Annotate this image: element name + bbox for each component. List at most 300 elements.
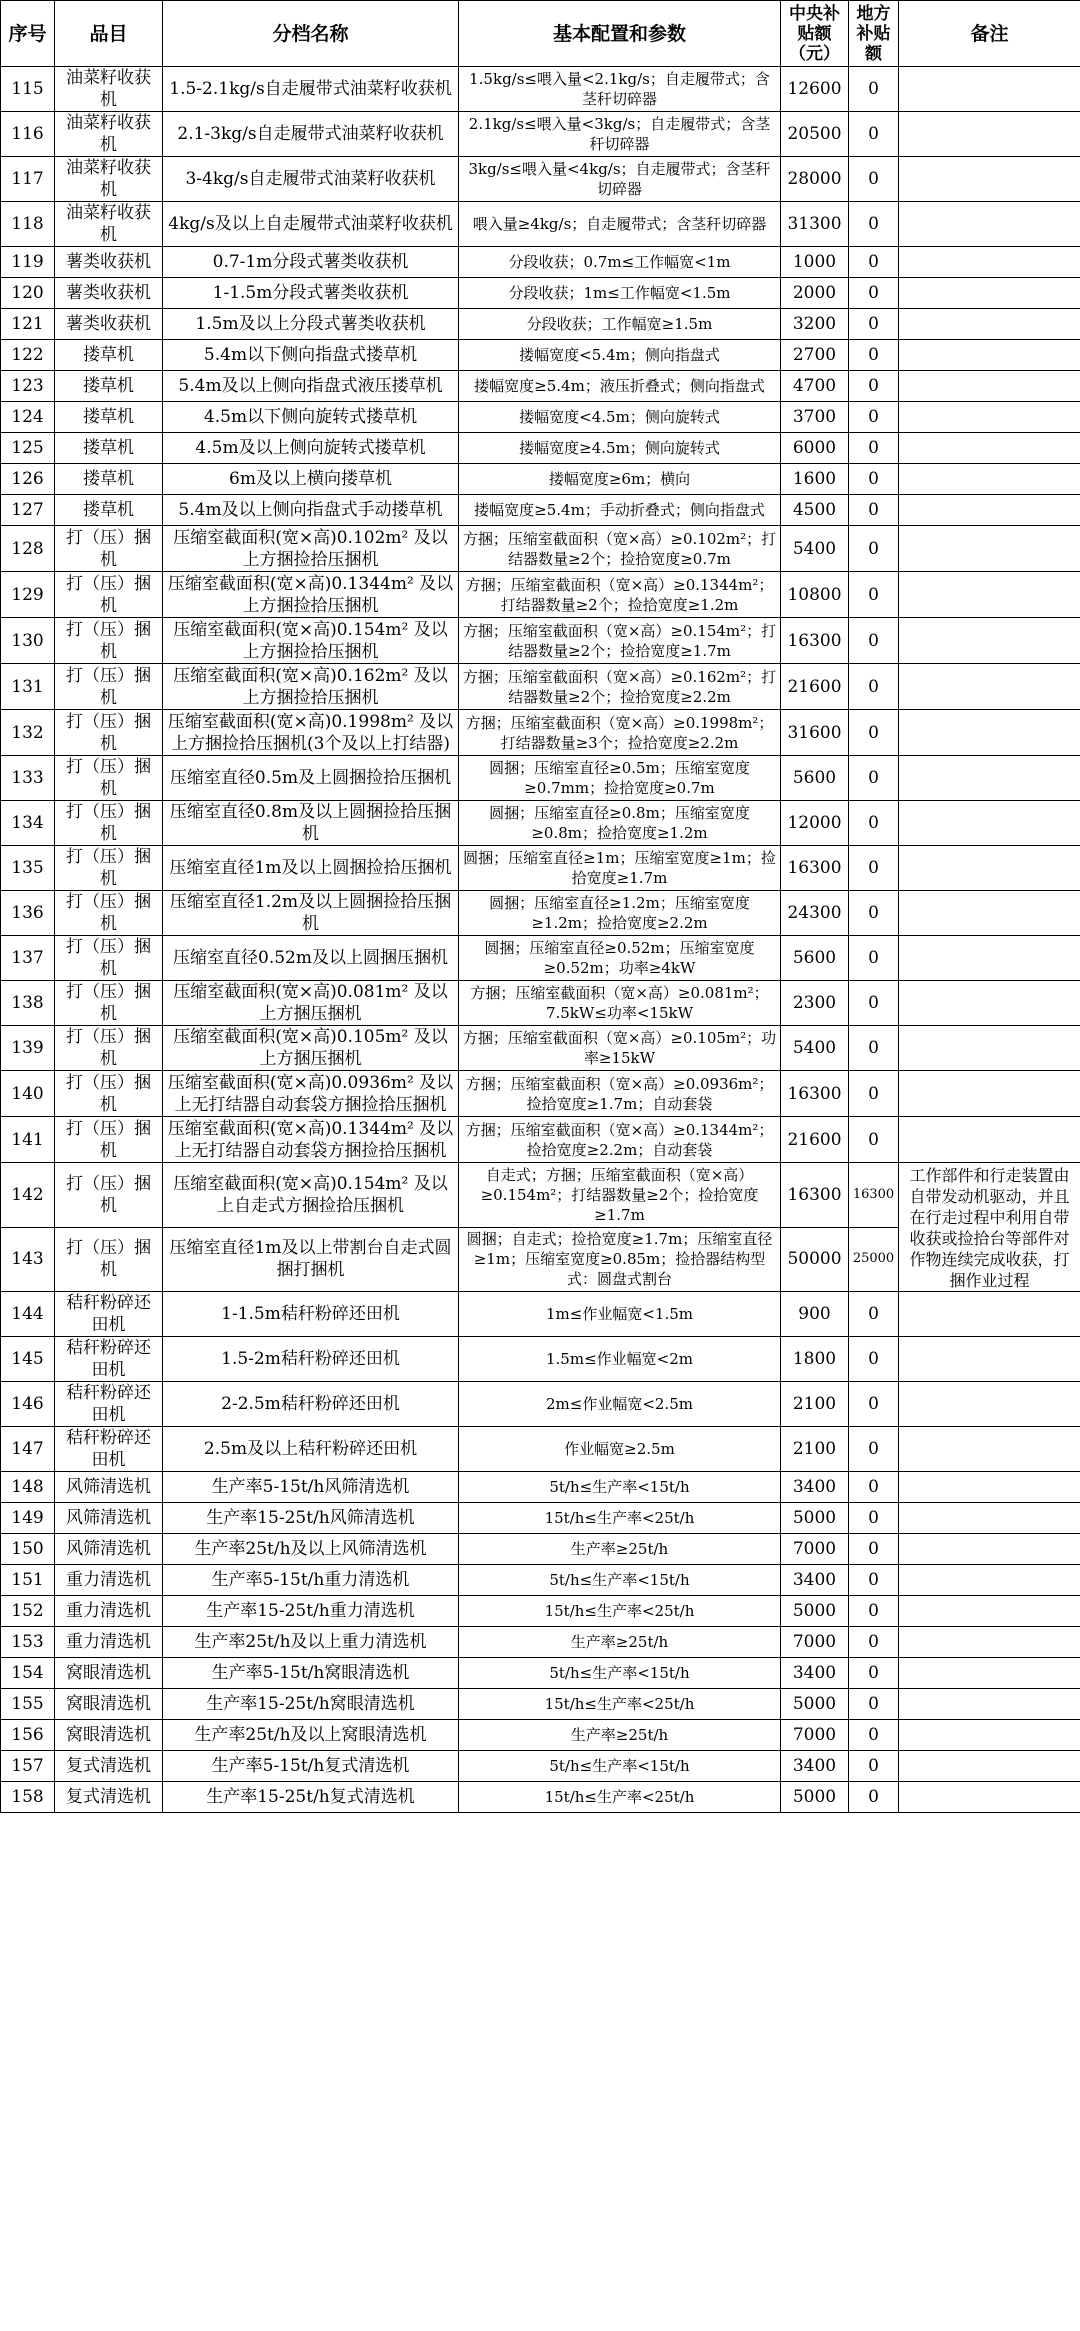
row-remark xyxy=(899,1503,1080,1534)
row-central-subsidy: 50000 xyxy=(781,1227,849,1292)
row-central-subsidy: 31600 xyxy=(781,710,849,756)
row-tier: 4kg/s及以上自走履带式油菜籽收获机 xyxy=(163,202,459,247)
row-item: 打（压）捆机 xyxy=(55,1227,163,1292)
row-central-subsidy: 6000 xyxy=(781,433,849,464)
row-no: 125 xyxy=(1,433,55,464)
row-tier: 生产率5-15t/h风筛清选机 xyxy=(163,1472,459,1503)
row-config: 1.5kg/s≤喂入量<2.1kg/s；自走履带式；含茎秆切碎器 xyxy=(459,67,781,112)
row-local-subsidy: 0 xyxy=(849,891,899,936)
row-item: 复式清选机 xyxy=(55,1782,163,1813)
row-central-subsidy: 21600 xyxy=(781,664,849,710)
row-remark xyxy=(899,112,1080,157)
table-row xyxy=(1,936,1080,981)
row-item: 打（压）捆机 xyxy=(55,1117,163,1163)
row-tier: 2-2.5m秸秆粉碎还田机 xyxy=(163,1382,459,1427)
row-local-subsidy: 0 xyxy=(849,618,899,664)
row-local-subsidy: 0 xyxy=(849,526,899,572)
row-local-subsidy: 0 xyxy=(849,1782,899,1813)
row-tier: 5.4m以下侧向指盘式搂草机 xyxy=(163,340,459,371)
row-remark xyxy=(899,801,1080,846)
table-row xyxy=(1,572,1080,618)
row-no: 145 xyxy=(1,1337,55,1382)
row-item: 打（压）捆机 xyxy=(55,618,163,664)
row-remark xyxy=(899,1117,1080,1163)
header-tier: 分档名称 xyxy=(163,1,459,67)
row-tier: 生产率15-25t/h重力清选机 xyxy=(163,1596,459,1627)
row-item: 搂草机 xyxy=(55,340,163,371)
table-row xyxy=(1,1627,1080,1658)
row-tier: 1-1.5m秸秆粉碎还田机 xyxy=(163,1292,459,1337)
row-remark xyxy=(899,202,1080,247)
row-central-subsidy: 5600 xyxy=(781,936,849,981)
row-item: 油菜籽收获机 xyxy=(55,112,163,157)
row-central-subsidy: 1800 xyxy=(781,1337,849,1382)
row-remark xyxy=(899,1337,1080,1382)
table-row xyxy=(1,1337,1080,1382)
row-local-subsidy: 0 xyxy=(849,247,899,278)
row-no: 121 xyxy=(1,309,55,340)
row-config: 15t/h≤生产率<25t/h xyxy=(459,1596,781,1627)
row-item: 打（压）捆机 xyxy=(55,756,163,801)
row-item: 打（压）捆机 xyxy=(55,710,163,756)
table-row xyxy=(1,340,1080,371)
row-no: 134 xyxy=(1,801,55,846)
row-config: 搂幅宽度≥4.5m；侧向旋转式 xyxy=(459,433,781,464)
header-item: 品目 xyxy=(55,1,163,67)
row-no: 139 xyxy=(1,1026,55,1071)
row-config: 分段收获；工作幅宽≥1.5m xyxy=(459,309,781,340)
row-remark xyxy=(899,846,1080,891)
row-remark xyxy=(899,1534,1080,1565)
row-tier: 1-1.5m分段式薯类收获机 xyxy=(163,278,459,309)
row-local-subsidy: 0 xyxy=(849,1337,899,1382)
row-no: 158 xyxy=(1,1782,55,1813)
row-remark xyxy=(899,1292,1080,1337)
row-remark xyxy=(899,526,1080,572)
row-local-subsidy: 0 xyxy=(849,112,899,157)
row-no: 146 xyxy=(1,1382,55,1427)
row-tier: 压缩室截面积(宽×高)0.081m² 及以上方捆压捆机 xyxy=(163,981,459,1026)
row-central-subsidy: 5000 xyxy=(781,1596,849,1627)
row-no: 138 xyxy=(1,981,55,1026)
row-no: 148 xyxy=(1,1472,55,1503)
row-central-subsidy: 28000 xyxy=(781,157,849,202)
row-no: 126 xyxy=(1,464,55,495)
table-row xyxy=(1,664,1080,710)
row-no: 124 xyxy=(1,402,55,433)
row-tier: 5.4m及以上侧向指盘式液压搂草机 xyxy=(163,371,459,402)
row-local-subsidy: 0 xyxy=(849,495,899,526)
row-no: 157 xyxy=(1,1751,55,1782)
row-remark xyxy=(899,433,1080,464)
row-tier: 0.7-1m分段式薯类收获机 xyxy=(163,247,459,278)
row-tier: 压缩室截面积(宽×高)0.102m² 及以上方捆捡拾压捆机 xyxy=(163,526,459,572)
row-tier: 1.5-2m秸秆粉碎还田机 xyxy=(163,1337,459,1382)
row-tier: 压缩室截面积(宽×高)0.154m² 及以上方捆捡拾压捆机 xyxy=(163,618,459,664)
row-item: 打（压）捆机 xyxy=(55,846,163,891)
row-local-subsidy: 16300 xyxy=(849,1163,899,1228)
table-row xyxy=(1,402,1080,433)
row-item: 打（压）捆机 xyxy=(55,1071,163,1117)
row-tier: 压缩室直径1m及以上带割台自走式圆捆打捆机 xyxy=(163,1227,459,1292)
row-config: 1.5m≤作业幅宽<2m xyxy=(459,1337,781,1382)
row-no: 123 xyxy=(1,371,55,402)
row-config: 分段收获；1m≤工作幅宽<1.5m xyxy=(459,278,781,309)
row-central-subsidy: 16300 xyxy=(781,1071,849,1117)
row-remark xyxy=(899,572,1080,618)
row-central-subsidy: 7000 xyxy=(781,1534,849,1565)
row-tier: 生产率15-25t/h复式清选机 xyxy=(163,1782,459,1813)
row-no: 127 xyxy=(1,495,55,526)
row-config: 1m≤作业幅宽<1.5m xyxy=(459,1292,781,1337)
row-local-subsidy: 0 xyxy=(849,572,899,618)
table-row xyxy=(1,846,1080,891)
header-row xyxy=(1,1,1080,67)
row-item: 秸秆粉碎还田机 xyxy=(55,1292,163,1337)
table-row xyxy=(1,247,1080,278)
row-config: 圆捆；压缩室直径≥0.8m；压缩室宽度≥0.8m；捡拾宽度≥1.2m xyxy=(459,801,781,846)
row-no: 155 xyxy=(1,1689,55,1720)
row-no: 115 xyxy=(1,67,55,112)
row-central-subsidy: 16300 xyxy=(781,618,849,664)
row-local-subsidy: 25000 xyxy=(849,1227,899,1292)
row-central-subsidy: 12600 xyxy=(781,67,849,112)
row-no: 118 xyxy=(1,202,55,247)
row-item: 打（压）捆机 xyxy=(55,936,163,981)
row-remark xyxy=(899,891,1080,936)
row-local-subsidy: 0 xyxy=(849,936,899,981)
row-central-subsidy: 2300 xyxy=(781,981,849,1026)
row-item: 风筛清选机 xyxy=(55,1472,163,1503)
row-config: 2.1kg/s≤喂入量<3kg/s；自走履带式；含茎秆切碎器 xyxy=(459,112,781,157)
row-item: 油菜籽收获机 xyxy=(55,202,163,247)
row-tier: 压缩室直径0.52m及以上圆捆压捆机 xyxy=(163,936,459,981)
row-config: 5t/h≤生产率<15t/h xyxy=(459,1658,781,1689)
table-row xyxy=(1,1071,1080,1117)
table-row xyxy=(1,801,1080,846)
row-central-subsidy: 4700 xyxy=(781,371,849,402)
row-item: 秸秆粉碎还田机 xyxy=(55,1382,163,1427)
row-local-subsidy: 0 xyxy=(849,756,899,801)
row-config: 分段收获；0.7m≤工作幅宽<1m xyxy=(459,247,781,278)
row-tier: 压缩室截面积(宽×高)0.1344m² 及以上无打结器自动套袋方捆捡拾压捆机 xyxy=(163,1117,459,1163)
table-row xyxy=(1,710,1080,756)
row-config: 2m≤作业幅宽<2.5m xyxy=(459,1382,781,1427)
row-local-subsidy: 0 xyxy=(849,371,899,402)
row-config: 圆捆；自走式；捡拾宽度≥1.7m；压缩室直径≥1m；压缩室宽度≥0.85m；捡拾器结构型式：圆盘式割台 xyxy=(459,1227,781,1292)
row-config: 圆捆；压缩室直径≥1m；压缩室宽度≥1m；捡拾宽度≥1.7m xyxy=(459,846,781,891)
row-item: 打（压）捆机 xyxy=(55,891,163,936)
row-local-subsidy: 0 xyxy=(849,202,899,247)
row-central-subsidy: 3400 xyxy=(781,1472,849,1503)
table-row xyxy=(1,1292,1080,1337)
row-config: 3kg/s≤喂入量<4kg/s；自走履带式；含茎秆切碎器 xyxy=(459,157,781,202)
table-row xyxy=(1,157,1080,202)
row-tier: 压缩室截面积(宽×高)0.1998m² 及以上方捆捡拾压捆机(3个及以上打结器) xyxy=(163,710,459,756)
row-local-subsidy: 0 xyxy=(849,1071,899,1117)
row-central-subsidy: 21600 xyxy=(781,1117,849,1163)
table-row xyxy=(1,1026,1080,1071)
row-tier: 压缩室直径0.5m及上圆捆捡拾压捆机 xyxy=(163,756,459,801)
row-config: 圆捆；压缩室直径≥0.5m；压缩室宽度≥0.7mm；捡拾宽度≥0.7m xyxy=(459,756,781,801)
row-no: 128 xyxy=(1,526,55,572)
row-remark xyxy=(899,936,1080,981)
row-item: 打（压）捆机 xyxy=(55,981,163,1026)
row-central-subsidy: 3200 xyxy=(781,309,849,340)
row-remark xyxy=(899,664,1080,710)
row-central-subsidy: 1600 xyxy=(781,464,849,495)
row-remark xyxy=(899,1596,1080,1627)
table-row xyxy=(1,112,1080,157)
row-item: 重力清选机 xyxy=(55,1596,163,1627)
row-remark xyxy=(899,278,1080,309)
row-config: 圆捆；压缩室直径≥0.52m；压缩室宽度≥0.52m；功率≥4kW xyxy=(459,936,781,981)
row-item: 薯类收获机 xyxy=(55,247,163,278)
row-central-subsidy: 2100 xyxy=(781,1382,849,1427)
row-no: 151 xyxy=(1,1565,55,1596)
row-config: 生产率≥25t/h xyxy=(459,1720,781,1751)
row-tier: 生产率15-25t/h风筛清选机 xyxy=(163,1503,459,1534)
row-config: 方捆；压缩室截面积（宽×高）≥0.1998m²；打结器数量≥3个；捡拾宽度≥2.2m xyxy=(459,710,781,756)
row-central-subsidy: 3700 xyxy=(781,402,849,433)
row-config: 搂幅宽度≥5.4m；手动折叠式；侧向指盘式 xyxy=(459,495,781,526)
table-row xyxy=(1,1658,1080,1689)
row-local-subsidy: 0 xyxy=(849,464,899,495)
row-remark xyxy=(899,1782,1080,1813)
table-row xyxy=(1,1117,1080,1163)
row-config: 方捆；压缩室截面积（宽×高）≥0.1344m²；捡拾宽度≥2.2m；自动套袋 xyxy=(459,1117,781,1163)
row-tier: 4.5m及以上侧向旋转式搂草机 xyxy=(163,433,459,464)
row-central-subsidy: 900 xyxy=(781,1292,849,1337)
row-remark xyxy=(899,710,1080,756)
table-row xyxy=(1,1534,1080,1565)
row-central-subsidy: 16300 xyxy=(781,1163,849,1228)
row-item: 搂草机 xyxy=(55,464,163,495)
table-row xyxy=(1,1427,1080,1472)
row-central-subsidy: 16300 xyxy=(781,846,849,891)
row-no: 153 xyxy=(1,1627,55,1658)
row-item: 窝眼清选机 xyxy=(55,1689,163,1720)
row-tier: 压缩室截面积(宽×高)0.0936m² 及以上无打结器自动套袋方捆捡拾压捆机 xyxy=(163,1071,459,1117)
row-no: 119 xyxy=(1,247,55,278)
row-item: 搂草机 xyxy=(55,402,163,433)
row-remark xyxy=(899,1689,1080,1720)
row-config: 15t/h≤生产率<25t/h xyxy=(459,1503,781,1534)
row-item: 窝眼清选机 xyxy=(55,1720,163,1751)
row-no: 136 xyxy=(1,891,55,936)
row-item: 秸秆粉碎还田机 xyxy=(55,1427,163,1472)
row-item: 打（压）捆机 xyxy=(55,801,163,846)
row-item: 搂草机 xyxy=(55,433,163,464)
row-item: 秸秆粉碎还田机 xyxy=(55,1337,163,1382)
row-no: 150 xyxy=(1,1534,55,1565)
row-no: 140 xyxy=(1,1071,55,1117)
row-central-subsidy: 31300 xyxy=(781,202,849,247)
row-config: 搂幅宽度≥5.4m；液压折叠式；侧向指盘式 xyxy=(459,371,781,402)
row-central-subsidy: 2100 xyxy=(781,1427,849,1472)
row-remark xyxy=(899,1751,1080,1782)
row-item: 搂草机 xyxy=(55,371,163,402)
row-no: 156 xyxy=(1,1720,55,1751)
table-row xyxy=(1,67,1080,112)
row-no: 132 xyxy=(1,710,55,756)
row-central-subsidy: 20500 xyxy=(781,112,849,157)
row-remark xyxy=(899,464,1080,495)
table-row xyxy=(1,495,1080,526)
row-local-subsidy: 0 xyxy=(849,1596,899,1627)
row-remark xyxy=(899,157,1080,202)
row-central-subsidy: 5600 xyxy=(781,756,849,801)
table-row xyxy=(1,1382,1080,1427)
row-no: 137 xyxy=(1,936,55,981)
row-tier: 压缩室直径1m及以上圆捆捡拾压捆机 xyxy=(163,846,459,891)
row-local-subsidy: 0 xyxy=(849,1382,899,1427)
row-remark: 工作部件和行走装置由自带发动机驱动，并且在行走过程中利用自带收获或捡拾台等部件对作物连续完成收获，打捆作业过程 xyxy=(899,1163,1080,1292)
row-central-subsidy: 24300 xyxy=(781,891,849,936)
row-local-subsidy: 0 xyxy=(849,1565,899,1596)
row-tier: 压缩室截面积(宽×高)0.105m² 及以上方捆压捆机 xyxy=(163,1026,459,1071)
table-row xyxy=(1,464,1080,495)
row-tier: 生产率5-15t/h重力清选机 xyxy=(163,1565,459,1596)
row-item: 重力清选机 xyxy=(55,1565,163,1596)
row-config: 自走式；方捆；压缩室截面积（宽×高）≥0.154m²；打结器数量≥2个；捡拾宽度≥1.7m xyxy=(459,1163,781,1228)
row-local-subsidy: 0 xyxy=(849,710,899,756)
row-tier: 生产率25t/h及以上风筛清选机 xyxy=(163,1534,459,1565)
row-tier: 6m及以上横向搂草机 xyxy=(163,464,459,495)
row-config: 15t/h≤生产率<25t/h xyxy=(459,1782,781,1813)
row-no: 154 xyxy=(1,1658,55,1689)
header-local-subsidy: 地方补贴额 xyxy=(849,1,899,67)
row-tier: 生产率5-15t/h复式清选机 xyxy=(163,1751,459,1782)
row-item: 油菜籽收获机 xyxy=(55,157,163,202)
row-central-subsidy: 3400 xyxy=(781,1751,849,1782)
row-remark xyxy=(899,495,1080,526)
row-central-subsidy: 5400 xyxy=(781,1026,849,1071)
row-local-subsidy: 0 xyxy=(849,433,899,464)
row-item: 风筛清选机 xyxy=(55,1534,163,1565)
row-remark xyxy=(899,756,1080,801)
row-config: 作业幅宽≥2.5m xyxy=(459,1427,781,1472)
row-config: 5t/h≤生产率<15t/h xyxy=(459,1472,781,1503)
row-local-subsidy: 0 xyxy=(849,1503,899,1534)
row-local-subsidy: 0 xyxy=(849,402,899,433)
row-config: 方捆；压缩室截面积（宽×高）≥0.0936m²；捡拾宽度≥1.7m；自动套袋 xyxy=(459,1071,781,1117)
row-tier: 4.5m以下侧向旋转式搂草机 xyxy=(163,402,459,433)
row-config: 生产率≥25t/h xyxy=(459,1534,781,1565)
table-row xyxy=(1,756,1080,801)
row-tier: 2.5m及以上秸秆粉碎还田机 xyxy=(163,1427,459,1472)
row-config: 搂幅宽度<5.4m；侧向指盘式 xyxy=(459,340,781,371)
row-tier: 1.5-2.1kg/s自走履带式油菜籽收获机 xyxy=(163,67,459,112)
row-central-subsidy: 2700 xyxy=(781,340,849,371)
table-row xyxy=(1,1689,1080,1720)
row-item: 薯类收获机 xyxy=(55,278,163,309)
table-row xyxy=(1,309,1080,340)
row-central-subsidy: 1000 xyxy=(781,247,849,278)
row-central-subsidy: 5000 xyxy=(781,1689,849,1720)
header-no: 序号 xyxy=(1,1,55,67)
table-row xyxy=(1,371,1080,402)
row-central-subsidy: 3400 xyxy=(781,1565,849,1596)
row-local-subsidy: 0 xyxy=(849,1026,899,1071)
row-tier: 压缩室直径1.2m及以上圆捆捡拾压捆机 xyxy=(163,891,459,936)
row-local-subsidy: 0 xyxy=(849,846,899,891)
row-config: 方捆；压缩室截面积（宽×高）≥0.105m²；功率≥15kW xyxy=(459,1026,781,1071)
row-config: 15t/h≤生产率<25t/h xyxy=(459,1689,781,1720)
row-config: 方捆；压缩室截面积（宽×高）≥0.1344m²；打结器数量≥2个；捡拾宽度≥1.2m xyxy=(459,572,781,618)
table-row xyxy=(1,433,1080,464)
row-item: 重力清选机 xyxy=(55,1627,163,1658)
row-local-subsidy: 0 xyxy=(849,340,899,371)
row-no: 144 xyxy=(1,1292,55,1337)
table-body xyxy=(1,67,1080,1813)
row-item: 风筛清选机 xyxy=(55,1503,163,1534)
table-row xyxy=(1,1503,1080,1534)
row-item: 打（压）捆机 xyxy=(55,664,163,710)
row-config: 方捆；压缩室截面积（宽×高）≥0.102m²；打结器数量≥2个；捡拾宽度≥0.7m xyxy=(459,526,781,572)
table-row xyxy=(1,981,1080,1026)
row-item: 打（压）捆机 xyxy=(55,526,163,572)
row-no: 147 xyxy=(1,1427,55,1472)
table-row xyxy=(1,1751,1080,1782)
row-local-subsidy: 0 xyxy=(849,278,899,309)
row-no: 135 xyxy=(1,846,55,891)
row-local-subsidy: 0 xyxy=(849,1427,899,1472)
row-no: 129 xyxy=(1,572,55,618)
row-remark xyxy=(899,67,1080,112)
row-remark xyxy=(899,1658,1080,1689)
row-item: 打（压）捆机 xyxy=(55,572,163,618)
row-no: 131 xyxy=(1,664,55,710)
row-local-subsidy: 0 xyxy=(849,1751,899,1782)
row-no: 143 xyxy=(1,1227,55,1292)
row-item: 薯类收获机 xyxy=(55,309,163,340)
row-central-subsidy: 7000 xyxy=(781,1627,849,1658)
row-tier: 压缩室截面积(宽×高)0.1344m² 及以上方捆捡拾压捆机 xyxy=(163,572,459,618)
row-remark xyxy=(899,1565,1080,1596)
table-row xyxy=(1,1565,1080,1596)
row-central-subsidy: 5000 xyxy=(781,1503,849,1534)
row-central-subsidy: 10800 xyxy=(781,572,849,618)
row-tier: 2.1-3kg/s自走履带式油菜籽收获机 xyxy=(163,112,459,157)
row-config: 方捆；压缩室截面积（宽×高）≥0.081m²；7.5kW≤功率<15kW xyxy=(459,981,781,1026)
row-remark xyxy=(899,1627,1080,1658)
table-row xyxy=(1,1472,1080,1503)
row-remark xyxy=(899,1026,1080,1071)
row-tier: 生产率15-25t/h窝眼清选机 xyxy=(163,1689,459,1720)
row-item: 窝眼清选机 xyxy=(55,1658,163,1689)
row-tier: 压缩室直径0.8m及以上圆捆捡拾压捆机 xyxy=(163,801,459,846)
row-local-subsidy: 0 xyxy=(849,1117,899,1163)
table-row xyxy=(1,1720,1080,1751)
row-no: 122 xyxy=(1,340,55,371)
table-row xyxy=(1,1596,1080,1627)
table-row xyxy=(1,278,1080,309)
row-central-subsidy: 7000 xyxy=(781,1720,849,1751)
row-config: 圆捆；压缩室直径≥1.2m；压缩室宽度≥1.2m；捡拾宽度≥2.2m xyxy=(459,891,781,936)
row-remark xyxy=(899,981,1080,1026)
row-local-subsidy: 0 xyxy=(849,664,899,710)
row-tier: 压缩室截面积(宽×高)0.154m² 及以上自走式方捆捡拾压捆机 xyxy=(163,1163,459,1228)
row-item: 油菜籽收获机 xyxy=(55,67,163,112)
row-item: 复式清选机 xyxy=(55,1751,163,1782)
row-local-subsidy: 0 xyxy=(849,1689,899,1720)
row-tier: 生产率25t/h及以上窝眼清选机 xyxy=(163,1720,459,1751)
row-local-subsidy: 0 xyxy=(849,309,899,340)
row-tier: 5.4m及以上侧向指盘式手动搂草机 xyxy=(163,495,459,526)
row-local-subsidy: 0 xyxy=(849,1720,899,1751)
header-central-subsidy: 中央补贴额（元） xyxy=(781,1,849,67)
